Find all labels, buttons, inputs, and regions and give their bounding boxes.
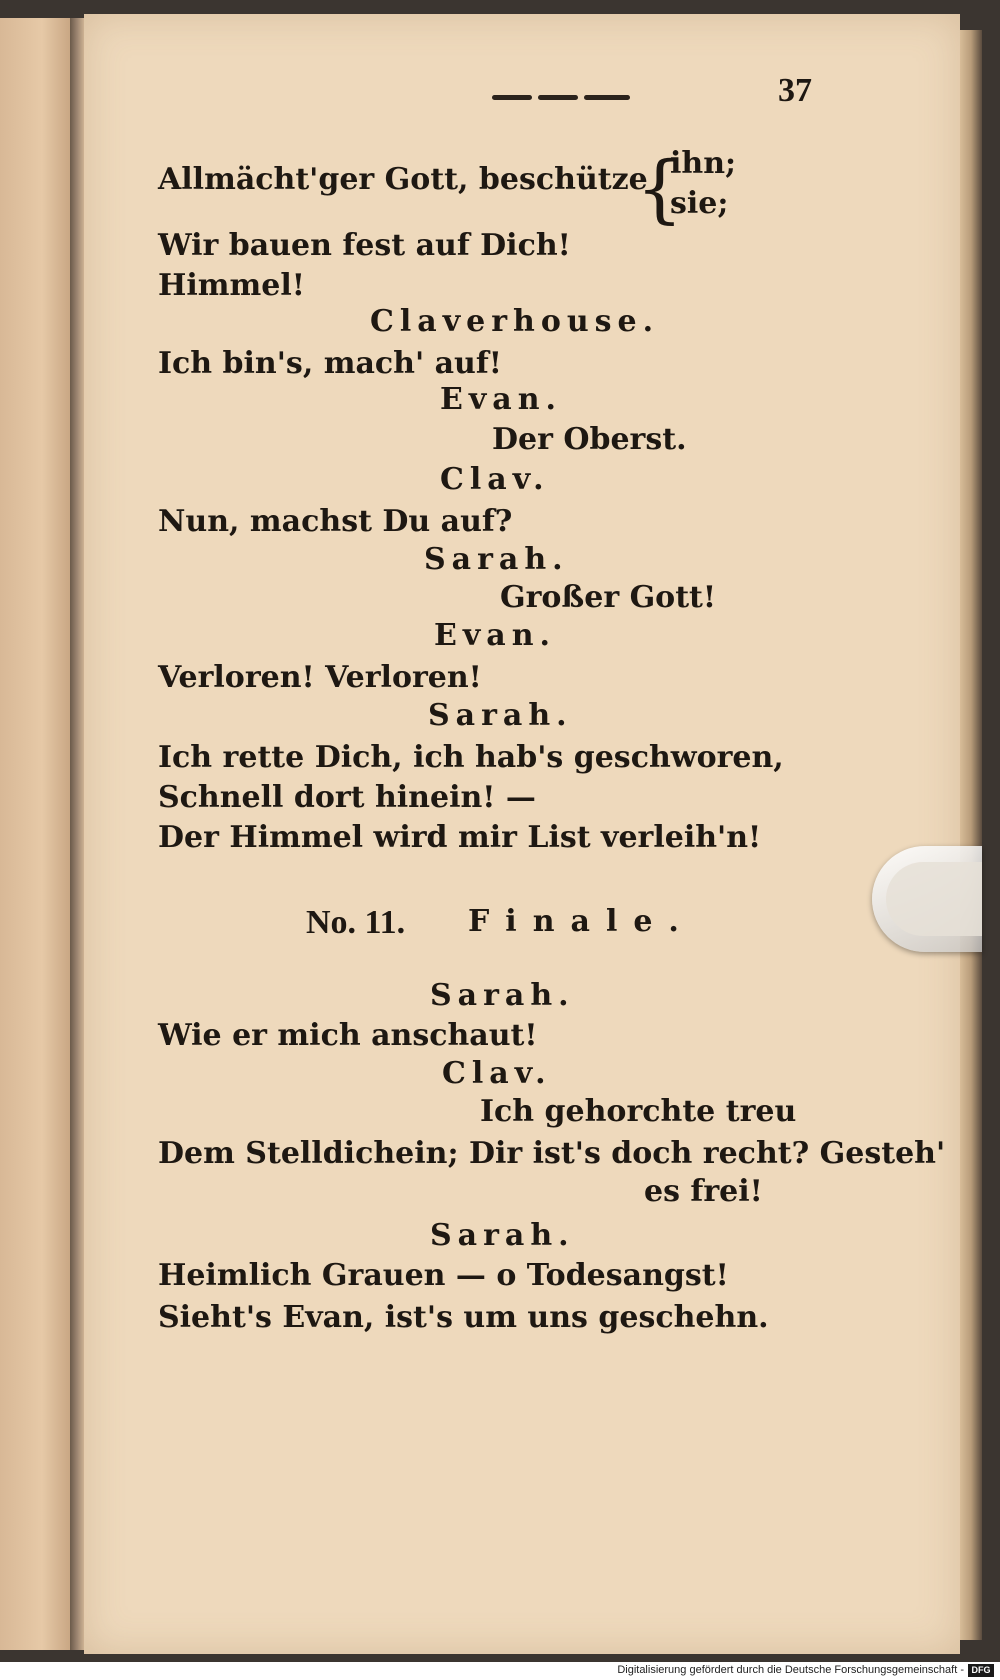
speaker-name: Evan. (440, 382, 562, 417)
text-line: sie; (670, 186, 729, 221)
text-line: Dem Stelldichein; Dir ist's doch recht? Gesteh' (158, 1136, 946, 1171)
text-line: Der Oberst. (492, 422, 687, 457)
header-ornament (492, 92, 642, 102)
footer-credit: Digitalisierung gefördert durch die Deutsche Forschungsgemeinschaft - (617, 1664, 964, 1676)
speaker-name: Sarah. (428, 698, 573, 733)
speaker-name: Sarah. (430, 1218, 575, 1253)
dfg-logo-icon: DFG (968, 1664, 994, 1677)
brace: { (636, 146, 684, 232)
text-line: Ich gehorchte treu (480, 1094, 797, 1129)
text-line: Schnell dort hinein! — (158, 780, 536, 815)
book-gutter (70, 18, 84, 1650)
speaker-name: Sarah. (430, 978, 575, 1013)
text-line: Großer Gott! (500, 580, 717, 615)
text-line: Der Himmel wird mir List verleih'n! (158, 820, 762, 855)
facing-page-edge (0, 18, 70, 1650)
text-line: Verloren! Verloren! (158, 660, 482, 695)
speaker-name: Sarah. (424, 542, 569, 577)
text-line: Heimlich Grauen — o Todesangst! (158, 1258, 729, 1293)
text-line: Allmächt'ger Gott, beschütze (158, 162, 648, 197)
footer-bar (0, 1662, 1000, 1680)
text-line: Sieht's Evan, ist's um uns geschehn. (158, 1300, 769, 1335)
page-clip (872, 846, 982, 952)
speaker-name: Clav. (442, 1056, 552, 1091)
speaker-name: Claverhouse. (370, 304, 660, 339)
text-line: Nun, machst Du auf? (158, 504, 513, 539)
text-line: Himmel! (158, 268, 305, 303)
text-line: Wir bauen fest auf Dich! (158, 228, 571, 263)
page-number: 37 (778, 72, 812, 109)
speaker-name: Evan. (434, 618, 556, 653)
text-line: ihn; (670, 146, 737, 181)
book-page (84, 14, 960, 1654)
speaker-name: Clav. (440, 462, 550, 497)
section-title: Finale. (468, 904, 695, 939)
text-line: es frei! (644, 1174, 763, 1209)
page-stack-edge (960, 30, 982, 1640)
section-number: No. 11. (306, 904, 406, 941)
text-line: Ich bin's, mach' auf! (158, 346, 502, 381)
text-line: Wie er mich anschaut! (158, 1018, 538, 1053)
text-line: Ich rette Dich, ich hab's geschworen, (158, 740, 784, 775)
